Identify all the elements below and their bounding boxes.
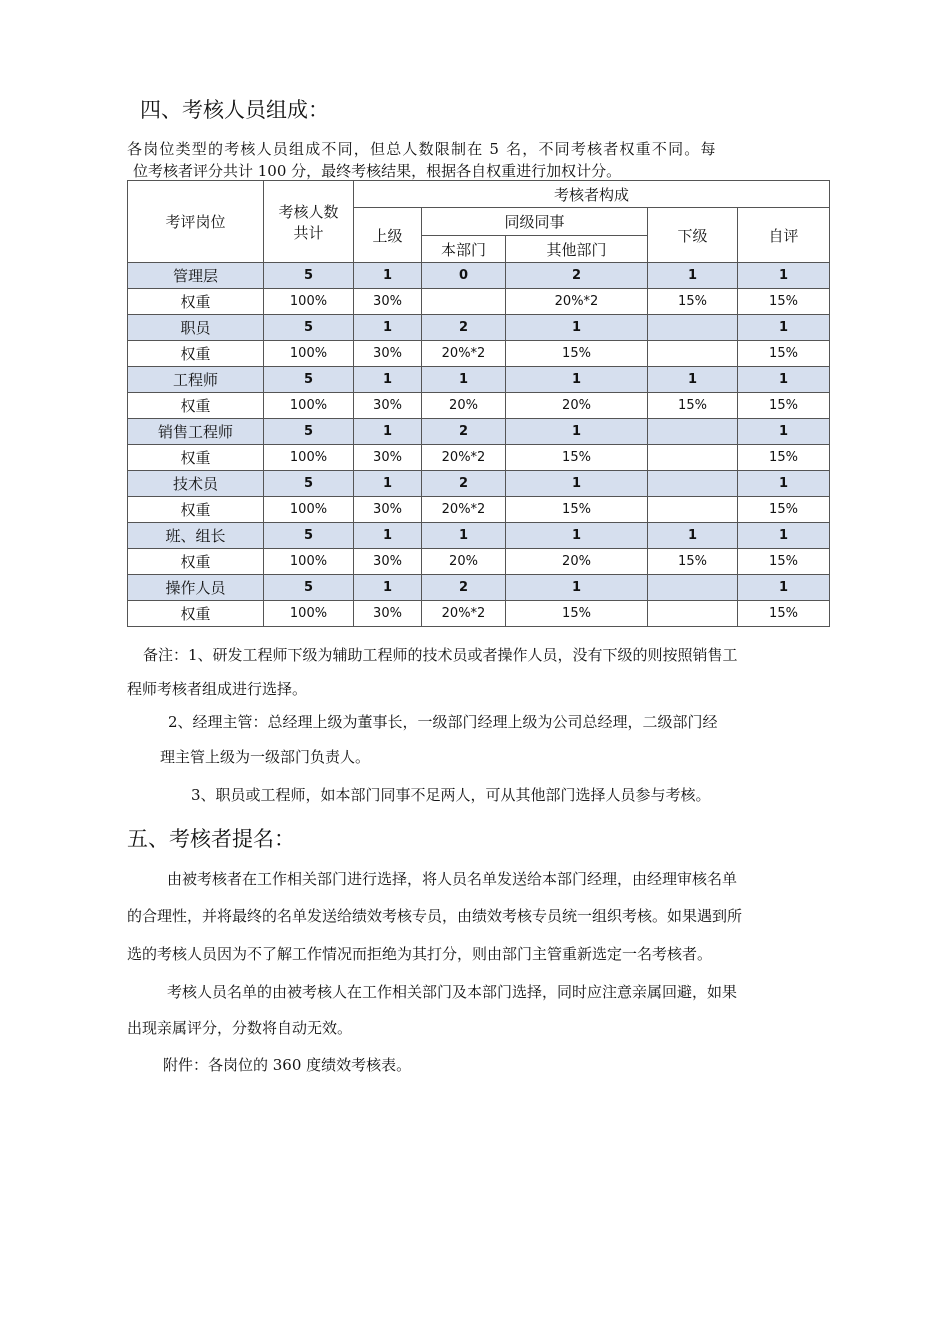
- header-peer: 同级同事: [422, 208, 648, 236]
- cell-other: 20%: [506, 393, 648, 419]
- cell-sub: 1: [648, 263, 738, 289]
- cell-own: 2: [422, 575, 506, 601]
- cell-self: 15%: [738, 341, 830, 367]
- cell-self: 1: [738, 419, 830, 445]
- table-row-weight: [128, 393, 830, 419]
- cell-own: 20%: [422, 549, 506, 575]
- cell-other: 1: [506, 575, 648, 601]
- cell-superior: 1: [354, 575, 422, 601]
- header-total: [264, 181, 354, 263]
- cell-sub: [648, 315, 738, 341]
- cell-name: 销售工程师: [128, 419, 264, 445]
- cell-self: 1: [738, 471, 830, 497]
- cell-own: 2: [422, 471, 506, 497]
- cell-superior: 30%: [354, 341, 422, 367]
- cell-sub: [648, 497, 738, 523]
- section5-para1-line1: 由被考核者在工作相关部门进行选择，将人员名单发送给本部门经理，由经理审核名单: [167, 870, 738, 888]
- cell-total: 5: [264, 419, 354, 445]
- cell-other: 20%*2: [506, 289, 648, 315]
- cell-sub: [648, 419, 738, 445]
- cell-total: 100%: [264, 497, 354, 523]
- note-3: 3、职员或工程师，如本部门同事不足两人，可从其他部门选择人员参与考核。: [191, 786, 711, 804]
- cell-self: 15%: [738, 393, 830, 419]
- cell-other: 15%: [506, 341, 648, 367]
- cell-name: 班、组长: [128, 523, 264, 549]
- cell-self: 15%: [738, 445, 830, 471]
- cell-name: 权重: [128, 549, 264, 575]
- cell-sub: 15%: [648, 393, 738, 419]
- cell-superior: 1: [354, 471, 422, 497]
- cell-total: 5: [264, 523, 354, 549]
- table-row-count: [128, 523, 830, 549]
- cell-name: 权重: [128, 445, 264, 471]
- cell-sub: [648, 601, 738, 627]
- cell-superior: 30%: [354, 549, 422, 575]
- cell-name: 权重: [128, 497, 264, 523]
- cell-total: 100%: [264, 393, 354, 419]
- cell-own: 20%*2: [422, 497, 506, 523]
- cell-own: 20%*2: [422, 601, 506, 627]
- cell-name: 技术员: [128, 471, 264, 497]
- cell-superior: 1: [354, 419, 422, 445]
- attachment-line: 附件：各岗位的 360 度绩效考核表。: [163, 1056, 412, 1074]
- cell-self: 1: [738, 315, 830, 341]
- cell-other: 1: [506, 471, 648, 497]
- table-row-weight: [128, 549, 830, 575]
- cell-self: 15%: [738, 601, 830, 627]
- cell-self: 15%: [738, 549, 830, 575]
- cell-total: 5: [264, 471, 354, 497]
- cell-name: 权重: [128, 289, 264, 315]
- section5-para2-line1: 考核人员名单的由被考核人在工作相关部门及本部门选择，同时应注意亲属回避，如果: [167, 983, 738, 1001]
- note-2-line-2: 理主管上级为一级部门负责人。: [160, 748, 371, 766]
- cell-total: 100%: [264, 601, 354, 627]
- cell-other: 1: [506, 523, 648, 549]
- section5-para1-line2: 的合理性，并将最终的名单发送给绩效考核专员，由绩效考核专员统一组织考核。如果遇到所: [127, 907, 743, 925]
- table-row-weight: [128, 341, 830, 367]
- table-body: [128, 263, 830, 627]
- section5-para1-line3: 选的考核人员因为不了解工作情况而拒绝为其打分，则由部门主管重新选定一名考核者。: [127, 945, 713, 963]
- intro-line-2: 位考核者评分共计 100 分，最终考核结果，根据各自权重进行加权计分。: [133, 162, 622, 180]
- cell-sub: [648, 445, 738, 471]
- cell-self: 15%: [738, 289, 830, 315]
- header-own-dept: 本部门: [422, 236, 506, 263]
- cell-sub: [648, 575, 738, 601]
- cell-own: 1: [422, 523, 506, 549]
- table-row-count: [128, 471, 830, 497]
- header-self: 自评: [738, 208, 830, 263]
- cell-other: 15%: [506, 601, 648, 627]
- table-row-weight: [128, 445, 830, 471]
- cell-self: 1: [738, 575, 830, 601]
- cell-sub: [648, 471, 738, 497]
- table-row-weight: [128, 497, 830, 523]
- cell-self: 15%: [738, 497, 830, 523]
- cell-self: 1: [738, 367, 830, 393]
- cell-superior: 1: [354, 523, 422, 549]
- table-row-count: [128, 419, 830, 445]
- section5-para2-line2: 出现亲属评分，分数将自动无效。: [127, 1019, 353, 1037]
- cell-own: 20%*2: [422, 341, 506, 367]
- table-row-count: [128, 263, 830, 289]
- cell-own: 2: [422, 315, 506, 341]
- cell-superior: 1: [354, 367, 422, 393]
- cell-name: 权重: [128, 601, 264, 627]
- section4-heading: 四、考核人员组成：: [140, 98, 329, 122]
- note-1-line-2: 程师考核者组成进行选择。: [127, 680, 308, 698]
- cell-own: [422, 289, 506, 315]
- header-superior: 上级: [354, 208, 422, 263]
- cell-superior: 30%: [354, 289, 422, 315]
- header-total-line1: 考核人数: [278, 202, 339, 221]
- cell-superior: 30%: [354, 445, 422, 471]
- cell-total: 100%: [264, 341, 354, 367]
- cell-own: 1: [422, 367, 506, 393]
- cell-total: 100%: [264, 289, 354, 315]
- cell-self: 1: [738, 523, 830, 549]
- cell-other: 1: [506, 315, 648, 341]
- cell-own: 2: [422, 419, 506, 445]
- table-row-count: [128, 575, 830, 601]
- cell-other: 1: [506, 367, 648, 393]
- cell-own: 0: [422, 263, 506, 289]
- cell-sub: 15%: [648, 549, 738, 575]
- cell-superior: 1: [354, 263, 422, 289]
- cell-other: 1: [506, 419, 648, 445]
- cell-name: 管理层: [128, 263, 264, 289]
- section5-heading: 五、考核者提名：: [127, 827, 295, 851]
- cell-superior: 30%: [354, 497, 422, 523]
- cell-name: 工程师: [128, 367, 264, 393]
- cell-superior: 1: [354, 315, 422, 341]
- cell-total: 5: [264, 575, 354, 601]
- cell-sub: [648, 341, 738, 367]
- table-row-count: [128, 367, 830, 393]
- table-row-weight: [128, 601, 830, 627]
- header-subordinate: 下级: [648, 208, 738, 263]
- cell-self: 1: [738, 263, 830, 289]
- cell-sub: 1: [648, 367, 738, 393]
- cell-own: 20%*2: [422, 445, 506, 471]
- cell-total: 5: [264, 263, 354, 289]
- cell-other: 15%: [506, 445, 648, 471]
- cell-sub: 15%: [648, 289, 738, 315]
- header-other-dept: 其他部门: [506, 236, 648, 263]
- cell-other: 15%: [506, 497, 648, 523]
- cell-name: 职员: [128, 315, 264, 341]
- cell-own: 20%: [422, 393, 506, 419]
- cell-total: 100%: [264, 549, 354, 575]
- cell-total: 100%: [264, 445, 354, 471]
- note-2-line-1: 2、经理主管：总经理上级为董事长，一级部门经理上级为公司总经理，二级部门经: [168, 713, 718, 731]
- cell-other: 20%: [506, 549, 648, 575]
- cell-name: 权重: [128, 341, 264, 367]
- intro-line-1: 各岗位类型的考核人员组成不同，但总人数限制在 5 名，不同考核者权重不同。每: [127, 140, 717, 158]
- cell-name: 权重: [128, 393, 264, 419]
- cell-other: 2: [506, 263, 648, 289]
- header-total-line2: 共计: [293, 223, 324, 242]
- header-position: 考评岗位: [128, 181, 264, 263]
- table-row-count: [128, 315, 830, 341]
- header-composition: 考核者构成: [354, 181, 830, 208]
- cell-sub: 1: [648, 523, 738, 549]
- evaluator-table: [127, 180, 830, 627]
- cell-name: 操作人员: [128, 575, 264, 601]
- cell-superior: 30%: [354, 601, 422, 627]
- cell-superior: 30%: [354, 393, 422, 419]
- cell-total: 5: [264, 315, 354, 341]
- note-1-line-1: 备注：1、研发工程师下级为辅助工程师的技术员或者操作人员，没有下级的则按照销售工: [143, 646, 738, 664]
- table-row-weight: [128, 289, 830, 315]
- cell-total: 5: [264, 367, 354, 393]
